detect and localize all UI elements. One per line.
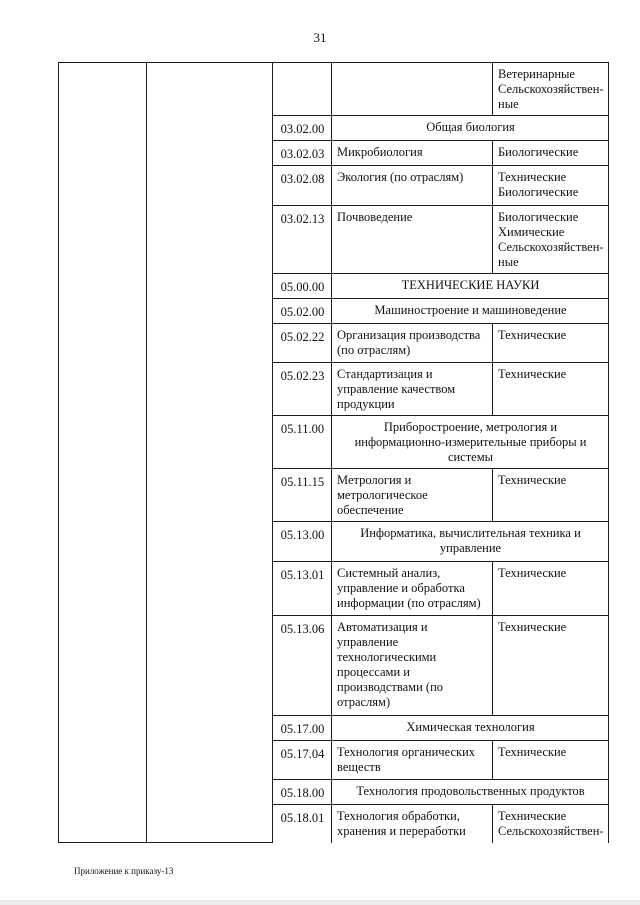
science-branches: Технические [493, 616, 609, 716]
specialty-code: 05.02.22 [273, 324, 332, 363]
specialty-name: Организация производства (по отраслям) [332, 324, 493, 363]
group-title: Информатика, вычислительная техника и управление [332, 522, 609, 562]
page-number: 31 [313, 30, 327, 45]
science-branches: Технические [493, 562, 609, 616]
specialty-code: 03.02.08 [273, 166, 332, 206]
table-row [59, 63, 609, 116]
specialty-code: 05.17.04 [273, 741, 332, 780]
group-title: Приборостроение, метрология и информационно-измерительные приборы и системы [332, 416, 609, 469]
specialty-code: 03.02.03 [273, 141, 332, 166]
specialties-table [58, 62, 609, 843]
specialty-name [332, 63, 493, 116]
specialty-code: 05.17.00 [273, 716, 332, 741]
specialty-name: Экология (по отраслям) [332, 166, 493, 206]
specialty-name: Почвоведение [332, 206, 493, 274]
specialty-name: Технология органических веществ [332, 741, 493, 780]
science-branches: Технические [493, 469, 609, 522]
specialty-code: 05.11.00 [273, 416, 332, 469]
science-branches: Технические Сельскохозяйствен- [493, 805, 609, 843]
blank-column-1 [59, 63, 147, 843]
specialty-code: 05.02.23 [273, 363, 332, 416]
specialties-table-body [59, 63, 609, 843]
group-title: Химическая технология [332, 716, 609, 741]
specialty-name: Стандартизация и управление качеством продукции [332, 363, 493, 416]
specialty-code [273, 63, 332, 116]
specialty-name: Микробиология [332, 141, 493, 166]
specialty-code: 05.18.00 [273, 780, 332, 805]
group-title: Общая биология [332, 116, 609, 141]
page-bottom-edge [0, 900, 640, 905]
specialty-code: 05.18.01 [273, 805, 332, 843]
group-title: Технология продовольственных продуктов [332, 780, 609, 805]
science-branches: Технические [493, 741, 609, 780]
specialty-name: Системный анализ, управление и обработка информации (по отраслям) [332, 562, 493, 616]
specialty-code: 03.02.13 [273, 206, 332, 274]
specialty-code: 05.13.01 [273, 562, 332, 616]
science-branches: Технические Биологические [493, 166, 609, 206]
science-branches: Технические [493, 363, 609, 416]
group-title: Машиностроение и машиноведение [332, 299, 609, 324]
science-branches: Ветеринарные Сельскохозяйствен- ные [493, 63, 609, 116]
blank-column-2 [147, 63, 273, 843]
specialty-name: Метрология и метрологическое обеспечение [332, 469, 493, 522]
science-branches: Биологические Химические Сельскохозяйствен- ные [493, 206, 609, 274]
specialty-code: 05.11.15 [273, 469, 332, 522]
footer-note: Приложение к приказу-13 [74, 866, 174, 876]
group-title: ТЕХНИЧЕСКИЕ НАУКИ [332, 274, 609, 299]
specialty-code: 05.13.00 [273, 522, 332, 562]
specialty-code: 05.00.00 [273, 274, 332, 299]
specialty-name: Технология обработки, хранения и переработки [332, 805, 493, 843]
science-branches: Технические [493, 324, 609, 363]
specialty-code: 03.02.00 [273, 116, 332, 141]
specialty-name: Автоматизация и управление технологическими процессами и производствами (по отраслям) [332, 616, 493, 716]
specialty-code: 05.13.06 [273, 616, 332, 716]
specialty-code: 05.02.00 [273, 299, 332, 324]
science-branches: Биологические [493, 141, 609, 166]
